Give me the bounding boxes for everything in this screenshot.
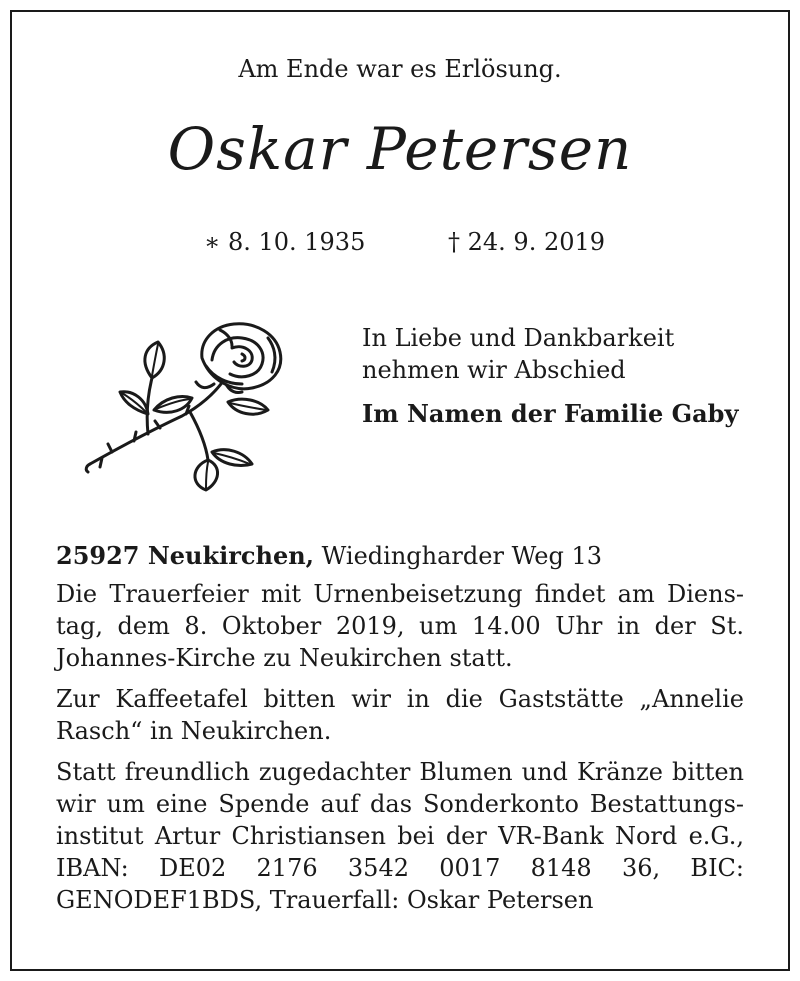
farewell-block [362, 322, 738, 430]
address-place: 25927 Neukirchen, [56, 541, 315, 570]
birth-date: ∗ 8. 10. 1935 [204, 228, 366, 256]
motto: Am Ende war es Erlösung. [238, 55, 562, 83]
ceremony-paragraph: Die Trauerfeier mit Urnenbeisetzung findet am Dienstag, dem 8. Oktober 2019, um 14.00 Uhr in der St. Johannes-Kirche zu Neukirchen statt. [56, 580, 744, 672]
farewell-line-1: In Liebe und Dankbarkeit [362, 324, 675, 352]
rose-icon [82, 318, 292, 493]
deceased-name: Oskar Petersen [167, 115, 633, 183]
address-street: Wiedingharder Weg 13 [314, 542, 603, 570]
details-block [56, 540, 744, 925]
donation-paragraph: Statt freundlich zugedachter Blumen und Kränze bitten wir um eine Spende auf das Sonderkonto Bestattungsinstitut Artur Christiansen bei der VR-Bank Nord e.G., IBAN: DE02 2176 3542 0017 8148 36, BIC: GENODEF1BDS, Trauerfall: Oskar Petersen [56, 758, 744, 914]
address-line [56, 540, 744, 572]
life-dates [0, 226, 800, 258]
family-signature: Im Namen der Familie Gaby [362, 399, 739, 428]
coffee-paragraph: Zur Kaffeetafel bitten wir in die Gaststätte „Annelie Rasch“ in Neukirchen. [56, 685, 744, 745]
farewell-line-2: nehmen wir Abschied [362, 356, 626, 384]
death-date: † 24. 9. 2019 [448, 228, 606, 256]
